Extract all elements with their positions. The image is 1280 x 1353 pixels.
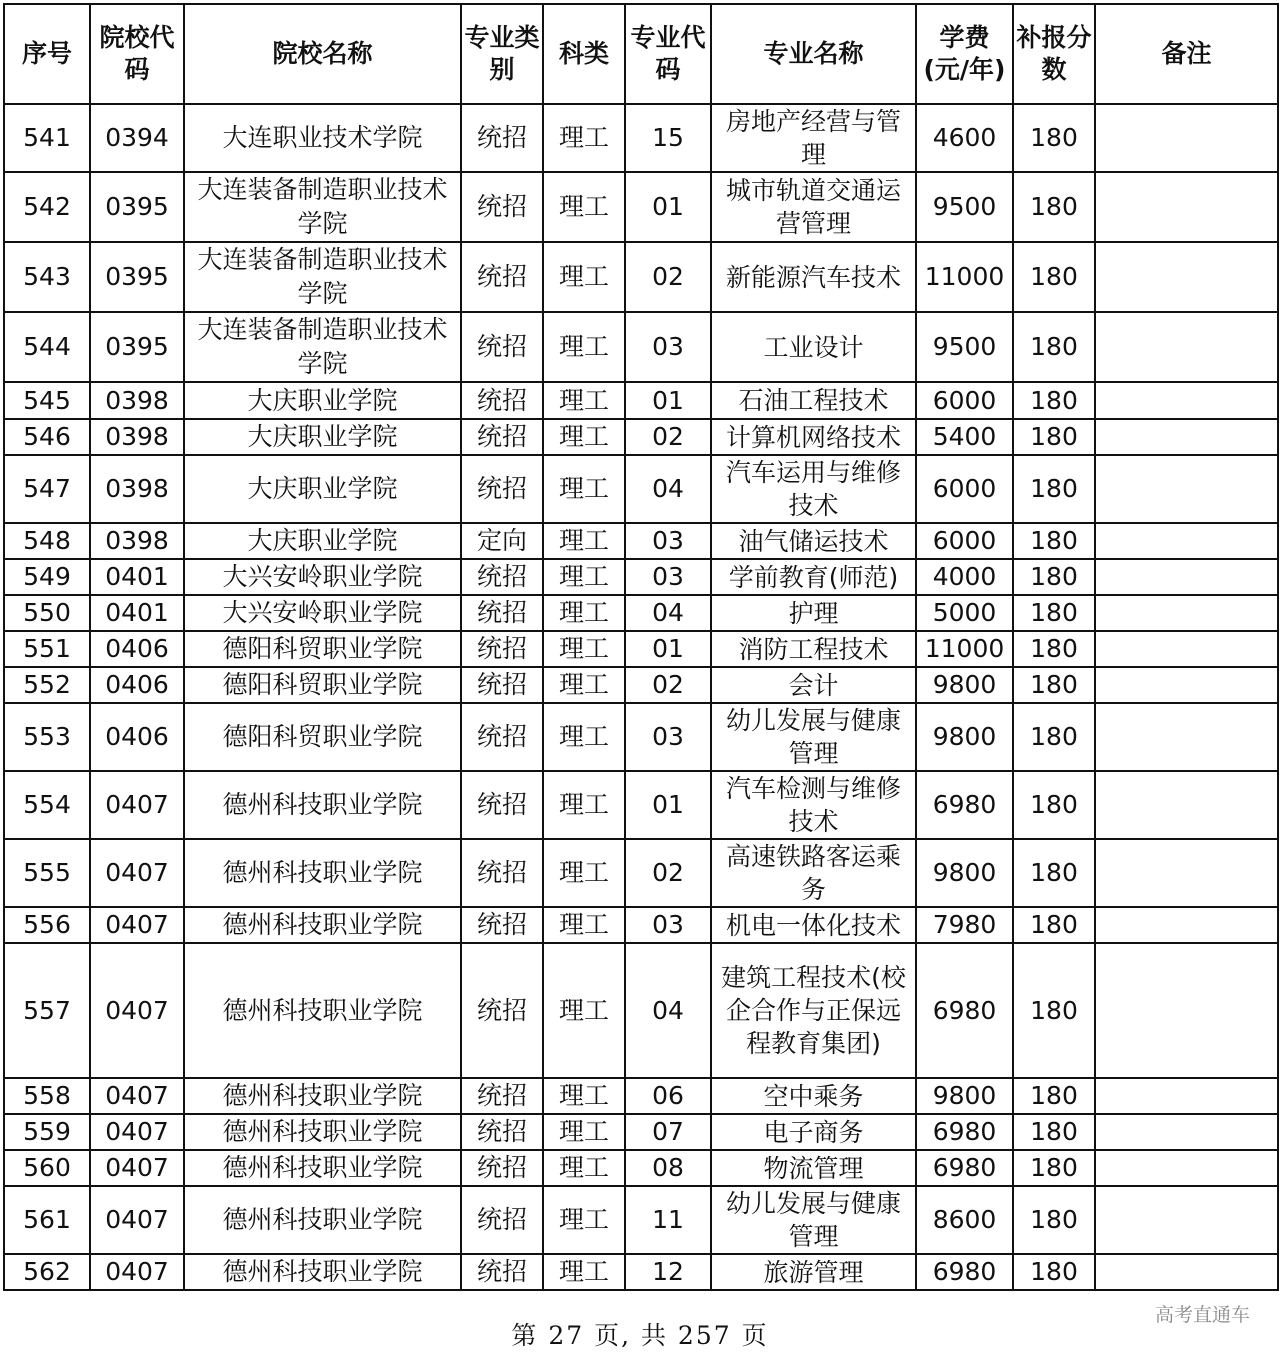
major-type-cell: 统招 [461, 595, 543, 631]
major-name-cell: 计算机网络技术 [711, 419, 916, 455]
table-row [4, 1150, 1278, 1186]
major-code-cell: 06 [625, 1078, 711, 1114]
remark-cell [1095, 382, 1278, 419]
major-type-cell: 统招 [461, 419, 543, 455]
major-name-cell: 汽车检测与维修技术 [711, 771, 916, 839]
score-cell: 180 [1013, 771, 1095, 839]
remark-cell [1095, 839, 1278, 907]
school-code-cell: 0398 [90, 419, 184, 455]
school-code-cell: 0407 [90, 907, 184, 943]
page-number: 第 27 页, 共 257 页 [511, 1321, 769, 1350]
major-name-cell: 电子商务 [711, 1114, 916, 1150]
school-name-cell: 德州科技职业学院 [184, 1114, 461, 1150]
subject-cell: 理工 [543, 1150, 625, 1186]
school-code-cell: 0407 [90, 1078, 184, 1114]
seq-cell: 542 [4, 172, 90, 242]
seq-cell: 547 [4, 455, 90, 523]
score-cell: 180 [1013, 667, 1095, 703]
school-name-cell: 德州科技职业学院 [184, 943, 461, 1078]
school-name-cell: 德州科技职业学院 [184, 1186, 461, 1254]
school-code-cell: 0401 [90, 595, 184, 631]
seq-cell: 548 [4, 523, 90, 559]
major-type-cell: 统招 [461, 1114, 543, 1150]
table-row [4, 907, 1278, 943]
major-type-cell: 统招 [461, 455, 543, 523]
major-type-cell: 定向 [461, 523, 543, 559]
seq-cell: 553 [4, 703, 90, 771]
remark-cell [1095, 907, 1278, 943]
admission-table [3, 3, 1279, 1291]
major-type-header: 专业类别 [461, 4, 543, 104]
tuition-cell: 6980 [916, 1114, 1013, 1150]
major-name-cell: 幼儿发展与健康管理 [711, 703, 916, 771]
seq-cell: 549 [4, 559, 90, 595]
seq-cell: 557 [4, 943, 90, 1078]
score-cell: 180 [1013, 104, 1095, 172]
major-name-cell: 油气储运技术 [711, 523, 916, 559]
tuition-cell: 4000 [916, 559, 1013, 595]
tuition-cell: 5000 [916, 595, 1013, 631]
seq-cell: 558 [4, 1078, 90, 1114]
remark-cell [1095, 703, 1278, 771]
seq-cell: 544 [4, 312, 90, 382]
tuition-cell: 9500 [916, 172, 1013, 242]
remark-cell [1095, 559, 1278, 595]
school-name-cell: 大庆职业学院 [184, 455, 461, 523]
school-name-cell: 德州科技职业学院 [184, 1078, 461, 1114]
remark-cell [1095, 1114, 1278, 1150]
major-name-cell: 新能源汽车技术 [711, 242, 916, 312]
major-code-cell: 04 [625, 595, 711, 631]
tuition-cell: 4600 [916, 104, 1013, 172]
school-code-cell: 0407 [90, 943, 184, 1078]
score-cell: 180 [1013, 631, 1095, 667]
major-code-cell: 07 [625, 1114, 711, 1150]
subject-cell: 理工 [543, 104, 625, 172]
major-name-cell: 高速铁路客运乘务 [711, 839, 916, 907]
major-name-cell: 房地产经营与管理 [711, 104, 916, 172]
subject-cell: 理工 [543, 382, 625, 419]
major-code-cell: 01 [625, 172, 711, 242]
table-row [4, 242, 1278, 312]
major-type-cell: 统招 [461, 839, 543, 907]
score-cell: 180 [1013, 559, 1095, 595]
seq-cell: 555 [4, 839, 90, 907]
remark-cell [1095, 523, 1278, 559]
subject-cell: 理工 [543, 559, 625, 595]
score-cell: 180 [1013, 1078, 1095, 1114]
major-code-cell: 03 [625, 559, 711, 595]
school-name-cell: 大兴安岭职业学院 [184, 595, 461, 631]
school-name-cell: 德州科技职业学院 [184, 1254, 461, 1290]
subject-cell: 理工 [543, 667, 625, 703]
tuition-cell: 6980 [916, 943, 1013, 1078]
subject-cell: 理工 [543, 242, 625, 312]
subject-header: 科类 [543, 4, 625, 104]
school-name-cell: 大庆职业学院 [184, 419, 461, 455]
table-row [4, 455, 1278, 523]
score-cell: 180 [1013, 1114, 1095, 1150]
major-name-cell: 工业设计 [711, 312, 916, 382]
school-code-cell: 0395 [90, 172, 184, 242]
subject-cell: 理工 [543, 907, 625, 943]
seq-cell: 541 [4, 104, 90, 172]
school-name-cell: 大连职业技术学院 [184, 104, 461, 172]
remark-cell [1095, 1186, 1278, 1254]
seq-header: 序号 [4, 4, 90, 104]
tuition-header: 学费(元/年) [916, 4, 1013, 104]
major-code-cell: 01 [625, 382, 711, 419]
table-body [4, 104, 1278, 1290]
school-code-cell: 0407 [90, 1186, 184, 1254]
major-type-cell: 统招 [461, 771, 543, 839]
school-name-cell: 德阳科贸职业学院 [184, 631, 461, 667]
major-code-cell: 03 [625, 523, 711, 559]
score-cell: 180 [1013, 703, 1095, 771]
subject-cell: 理工 [543, 839, 625, 907]
major-name-cell: 汽车运用与维修技术 [711, 455, 916, 523]
tuition-cell: 6000 [916, 382, 1013, 419]
major-name-cell: 机电一体化技术 [711, 907, 916, 943]
table-row [4, 104, 1278, 172]
major-code-cell: 03 [625, 703, 711, 771]
major-name-cell: 物流管理 [711, 1150, 916, 1186]
tuition-cell: 6980 [916, 1150, 1013, 1186]
major-code-cell: 04 [625, 943, 711, 1078]
score-header: 补报分数 [1013, 4, 1095, 104]
score-cell: 180 [1013, 242, 1095, 312]
major-code-cell: 01 [625, 631, 711, 667]
school-name-cell: 大连装备制造职业技术学院 [184, 312, 461, 382]
subject-cell: 理工 [543, 771, 625, 839]
tuition-cell: 11000 [916, 242, 1013, 312]
remark-cell [1095, 595, 1278, 631]
seq-cell: 559 [4, 1114, 90, 1150]
tuition-cell: 8600 [916, 1186, 1013, 1254]
major-name-cell: 护理 [711, 595, 916, 631]
table-row [4, 1186, 1278, 1254]
table-row [4, 382, 1278, 419]
table-row [4, 839, 1278, 907]
seq-cell: 551 [4, 631, 90, 667]
remark-cell [1095, 771, 1278, 839]
subject-cell: 理工 [543, 631, 625, 667]
score-cell: 180 [1013, 1150, 1095, 1186]
tuition-cell: 9800 [916, 839, 1013, 907]
major-name-cell: 城市轨道交通运营管理 [711, 172, 916, 242]
score-cell: 180 [1013, 172, 1095, 242]
seq-cell: 562 [4, 1254, 90, 1290]
school-code-cell: 0406 [90, 667, 184, 703]
school-code-cell: 0406 [90, 703, 184, 771]
major-type-cell: 统招 [461, 703, 543, 771]
major-code-cell: 11 [625, 1186, 711, 1254]
school-code-cell: 0407 [90, 1114, 184, 1150]
school-code-cell: 0395 [90, 312, 184, 382]
table-row [4, 172, 1278, 242]
seq-cell: 552 [4, 667, 90, 703]
major-name-cell: 会计 [711, 667, 916, 703]
tuition-cell: 11000 [916, 631, 1013, 667]
score-cell: 180 [1013, 595, 1095, 631]
seq-cell: 550 [4, 595, 90, 631]
major-type-cell: 统招 [461, 242, 543, 312]
school-name-header: 院校名称 [184, 4, 461, 104]
school-code-cell: 0395 [90, 242, 184, 312]
school-code-header: 院校代码 [90, 4, 184, 104]
tuition-cell: 6980 [916, 771, 1013, 839]
table-row [4, 559, 1278, 595]
major-type-cell: 统招 [461, 104, 543, 172]
remark-cell [1095, 104, 1278, 172]
major-type-cell: 统招 [461, 943, 543, 1078]
score-cell: 180 [1013, 839, 1095, 907]
remark-cell [1095, 943, 1278, 1078]
major-code-cell: 02 [625, 667, 711, 703]
major-name-cell: 石油工程技术 [711, 382, 916, 419]
major-type-cell: 统招 [461, 382, 543, 419]
table-row [4, 523, 1278, 559]
score-cell: 180 [1013, 455, 1095, 523]
score-cell: 180 [1013, 1186, 1095, 1254]
school-code-cell: 0406 [90, 631, 184, 667]
major-code-cell: 02 [625, 242, 711, 312]
score-cell: 180 [1013, 382, 1095, 419]
table-row [4, 943, 1278, 1078]
seq-cell: 556 [4, 907, 90, 943]
major-code-cell: 03 [625, 312, 711, 382]
major-type-cell: 统招 [461, 667, 543, 703]
table-row [4, 312, 1278, 382]
major-name-cell: 学前教育(师范) [711, 559, 916, 595]
subject-cell: 理工 [543, 595, 625, 631]
table-row [4, 1078, 1278, 1114]
school-name-cell: 德阳科贸职业学院 [184, 667, 461, 703]
subject-cell: 理工 [543, 455, 625, 523]
major-type-cell: 统招 [461, 1254, 543, 1290]
score-cell: 180 [1013, 419, 1095, 455]
school-code-cell: 0407 [90, 1150, 184, 1186]
score-cell: 180 [1013, 523, 1095, 559]
school-name-cell: 德州科技职业学院 [184, 839, 461, 907]
table-row [4, 1114, 1278, 1150]
subject-cell: 理工 [543, 312, 625, 382]
major-name-cell: 建筑工程技术(校企合作与正保远程教育集团) [711, 943, 916, 1078]
tuition-cell: 9800 [916, 1078, 1013, 1114]
remark-cell [1095, 172, 1278, 242]
remark-cell [1095, 312, 1278, 382]
tuition-cell: 5400 [916, 419, 1013, 455]
school-code-cell: 0401 [90, 559, 184, 595]
remark-cell [1095, 631, 1278, 667]
table-row [4, 419, 1278, 455]
remark-cell [1095, 455, 1278, 523]
subject-cell: 理工 [543, 523, 625, 559]
tuition-cell: 6980 [916, 1254, 1013, 1290]
school-name-cell: 大连装备制造职业技术学院 [184, 172, 461, 242]
subject-cell: 理工 [543, 1186, 625, 1254]
score-cell: 180 [1013, 1254, 1095, 1290]
subject-cell: 理工 [543, 1114, 625, 1150]
remark-cell [1095, 1254, 1278, 1290]
score-cell: 180 [1013, 312, 1095, 382]
school-name-cell: 德阳科贸职业学院 [184, 703, 461, 771]
major-name-cell: 消防工程技术 [711, 631, 916, 667]
major-code-cell: 08 [625, 1150, 711, 1186]
school-code-cell: 0407 [90, 1254, 184, 1290]
major-type-cell: 统招 [461, 559, 543, 595]
table-row [4, 1254, 1278, 1290]
seq-cell: 545 [4, 382, 90, 419]
major-name-cell: 幼儿发展与健康管理 [711, 1186, 916, 1254]
seq-cell: 561 [4, 1186, 90, 1254]
remark-cell [1095, 667, 1278, 703]
school-name-cell: 大兴安岭职业学院 [184, 559, 461, 595]
school-code-cell: 0398 [90, 455, 184, 523]
school-code-cell: 0398 [90, 523, 184, 559]
seq-cell: 560 [4, 1150, 90, 1186]
remark-cell [1095, 419, 1278, 455]
table-header-row [4, 4, 1278, 104]
major-type-cell: 统招 [461, 1186, 543, 1254]
school-code-cell: 0394 [90, 104, 184, 172]
subject-cell: 理工 [543, 943, 625, 1078]
table-row [4, 667, 1278, 703]
table-row [4, 631, 1278, 667]
major-type-cell: 统招 [461, 1150, 543, 1186]
subject-cell: 理工 [543, 1078, 625, 1114]
school-code-cell: 0407 [90, 839, 184, 907]
major-type-cell: 统招 [461, 312, 543, 382]
major-name-cell: 旅游管理 [711, 1254, 916, 1290]
major-code-cell: 01 [625, 771, 711, 839]
major-code-cell: 04 [625, 455, 711, 523]
tuition-cell: 9500 [916, 312, 1013, 382]
school-name-cell: 大连装备制造职业技术学院 [184, 242, 461, 312]
remark-cell [1095, 1078, 1278, 1114]
table-row [4, 771, 1278, 839]
remark-cell [1095, 1150, 1278, 1186]
tuition-cell: 6000 [916, 523, 1013, 559]
score-cell: 180 [1013, 907, 1095, 943]
school-code-cell: 0407 [90, 771, 184, 839]
seq-cell: 546 [4, 419, 90, 455]
tuition-cell: 6000 [916, 455, 1013, 523]
major-code-cell: 02 [625, 839, 711, 907]
school-name-cell: 大庆职业学院 [184, 523, 461, 559]
subject-cell: 理工 [543, 419, 625, 455]
major-code-cell: 03 [625, 907, 711, 943]
seq-cell: 554 [4, 771, 90, 839]
seq-cell: 543 [4, 242, 90, 312]
tuition-cell: 9800 [916, 667, 1013, 703]
major-code-cell: 15 [625, 104, 711, 172]
major-code-cell: 02 [625, 419, 711, 455]
school-name-cell: 德州科技职业学院 [184, 907, 461, 943]
major-code-header: 专业代码 [625, 4, 711, 104]
school-name-cell: 大庆职业学院 [184, 382, 461, 419]
subject-cell: 理工 [543, 703, 625, 771]
subject-cell: 理工 [543, 1254, 625, 1290]
score-cell: 180 [1013, 943, 1095, 1078]
major-code-cell: 12 [625, 1254, 711, 1290]
tuition-cell: 9800 [916, 703, 1013, 771]
school-name-cell: 德州科技职业学院 [184, 771, 461, 839]
major-type-cell: 统招 [461, 1078, 543, 1114]
subject-cell: 理工 [543, 172, 625, 242]
major-type-cell: 统招 [461, 907, 543, 943]
remark-cell [1095, 242, 1278, 312]
major-name-cell: 空中乘务 [711, 1078, 916, 1114]
school-name-cell: 德州科技职业学院 [184, 1150, 461, 1186]
school-code-cell: 0398 [90, 382, 184, 419]
table-row [4, 595, 1278, 631]
major-type-cell: 统招 [461, 172, 543, 242]
watermark-text: 高考直通车 [1154, 1304, 1250, 1326]
table-row [4, 703, 1278, 771]
major-type-cell: 统招 [461, 631, 543, 667]
remark-header: 备注 [1095, 4, 1278, 104]
tuition-cell: 7980 [916, 907, 1013, 943]
major-name-header: 专业名称 [711, 4, 916, 104]
